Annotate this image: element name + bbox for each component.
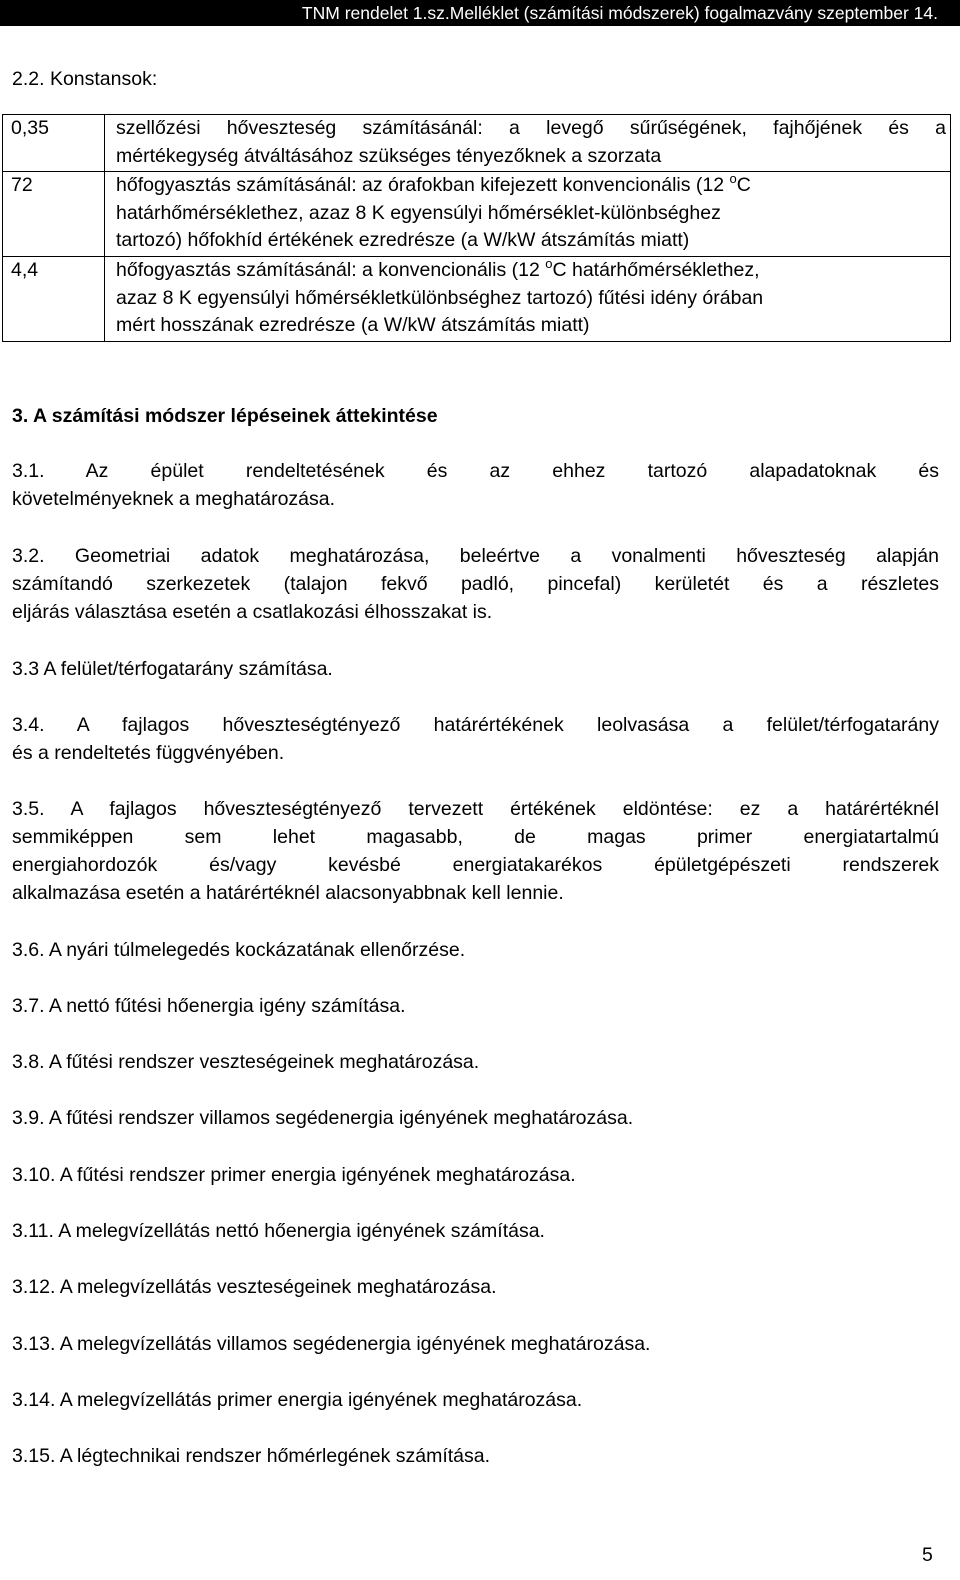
- step-line: semmiképpen sem lehet magasabb, de magas primer energiatartalmú: [12, 826, 939, 848]
- description-line: szellőzési hőveszteség számításánál: a levegő sűrűségének, fajhőjének és a: [116, 117, 946, 139]
- step-line: 3.14. A melegvízellátás primer energia igényének meghatározása.: [12, 1389, 583, 1411]
- table-row: [3, 172, 951, 257]
- step-line: 3.8. A fűtési rendszer veszteségeinek meghatározása.: [12, 1051, 480, 1073]
- step-3-14: [12, 1386, 939, 1414]
- step-3-5: [12, 795, 939, 907]
- description-line: mért hosszának ezredrésze (a W/kW átszámítás miatt): [116, 314, 590, 337]
- step-line: számítandó szerkezetek (talajon fekvő padló, pincefal) kerületét és a részletes: [12, 573, 939, 595]
- constant-description: [105, 172, 951, 257]
- step-line: energiahordozók és/vagy kevésbé energiatakarékos épületgépészeti rendszerek: [12, 854, 939, 876]
- description-text: C határhőmérséklethez,: [552, 259, 760, 281]
- constant-description: [105, 257, 951, 342]
- step-3-6: [12, 936, 939, 964]
- step-3-10: [12, 1161, 939, 1189]
- description-line: [116, 257, 946, 285]
- description-line: azaz 8 K egyensúlyi hőmérsékletkülönbséghez tartozó) fűtési idény órában: [116, 286, 764, 309]
- step-3-13: [12, 1330, 939, 1358]
- header-text: TNM rendelet 1.sz.Melléklet (számítási módszerek) fogalmazvány szeptember 14.: [301, 3, 938, 23]
- step-line: 3.4. A fajlagos hőveszteségtényező határértékének leolvasása a felület/térfogatarány: [12, 714, 939, 736]
- description-line: tartozó) hőfokhíd értékének ezredrésze (a W/kW átszámítás miatt): [116, 229, 690, 252]
- step-line: eljárás választása esetén a csatlakozási élhosszakat is.: [12, 601, 493, 623]
- step-line: 3.2. Geometriai adatok meghatározása, beleértve a vonalmenti hőveszteség alapján: [12, 545, 939, 567]
- step-line: 3.13. A melegvízellátás villamos segédenergia igényének meghatározása.: [12, 1333, 651, 1355]
- step-3-3: [12, 655, 939, 683]
- step-3-9: [12, 1104, 939, 1132]
- description-text: hőfogyasztás számításánál: az órafokban kifejezett konvencionális (12: [116, 174, 730, 196]
- step-3-8: [12, 1048, 939, 1076]
- step-line: 3.11. A melegvízellátás nettó hőenergia igényének számítása.: [12, 1220, 545, 1242]
- step-line: 3.9. A fűtési rendszer villamos segédenergia igényének meghatározása.: [12, 1107, 634, 1129]
- description-text: C: [736, 174, 751, 196]
- step-line: 3.12. A melegvízellátás veszteségeinek meghatározása.: [12, 1276, 497, 1298]
- step-line: 3.1. Az épület rendeltetésének és az ehhez tartozó alapadatoknak és: [12, 460, 939, 482]
- step-3-1: [12, 457, 939, 513]
- degree-superscript: o: [729, 170, 737, 186]
- step-3-7: [12, 992, 939, 1020]
- step-3-12: [12, 1273, 939, 1301]
- step-line: 3.7. A nettó fűtési hőenergia igény számítása.: [12, 995, 406, 1017]
- step-3-15: [12, 1442, 939, 1470]
- constant-value: 72: [3, 172, 105, 257]
- document-header: [0, 0, 960, 26]
- description-line: határhőmérséklethez, azaz 8 K egyensúlyi hőmérséklet-különbséghez: [116, 201, 721, 224]
- page-number: 5: [922, 1544, 933, 1566]
- step-line: 3.15. A légtechnikai rendszer hőmérlegének számítása.: [12, 1445, 491, 1467]
- step-line: 3.3 A felület/térfogatarány számítása.: [12, 658, 333, 680]
- constant-value: 0,35: [3, 115, 105, 172]
- degree-superscript: o: [545, 255, 553, 271]
- description-text: hőfogyasztás számításánál: a konvencionális (12: [116, 259, 546, 281]
- constant-description: [105, 115, 951, 172]
- step-line: 3.10. A fűtési rendszer primer energia igényének meghatározása.: [12, 1164, 576, 1186]
- step-line: alkalmazása esetén a határértéknél alacsonyabbnak kell lennie.: [12, 882, 564, 904]
- step-line: követelményeknek a meghatározása.: [12, 488, 336, 510]
- constants-heading: 2.2. Konstansok:: [12, 68, 158, 90]
- step-line: 3.5. A fajlagos hőveszteségtényező tervezett értékének eldöntése: ez a határértéknél: [12, 798, 939, 820]
- step-line: 3.6. A nyári túlmelegedés kockázatának ellenőrzése.: [12, 939, 466, 961]
- description-line: [116, 172, 946, 200]
- step-3-2: [12, 542, 939, 626]
- constants-table: [2, 114, 951, 342]
- table-row: [3, 115, 951, 172]
- constant-value: 4,4: [3, 257, 105, 342]
- step-3-4: [12, 711, 939, 767]
- table-row: [3, 257, 951, 342]
- description-line: mértékegység átváltásához szükséges tényezőknek a szorzata: [116, 144, 662, 167]
- section-3-heading: 3. A számítási módszer lépéseinek áttekintése: [12, 405, 438, 427]
- step-3-11: [12, 1217, 939, 1245]
- step-line: és a rendeltetés függvényében.: [12, 742, 285, 764]
